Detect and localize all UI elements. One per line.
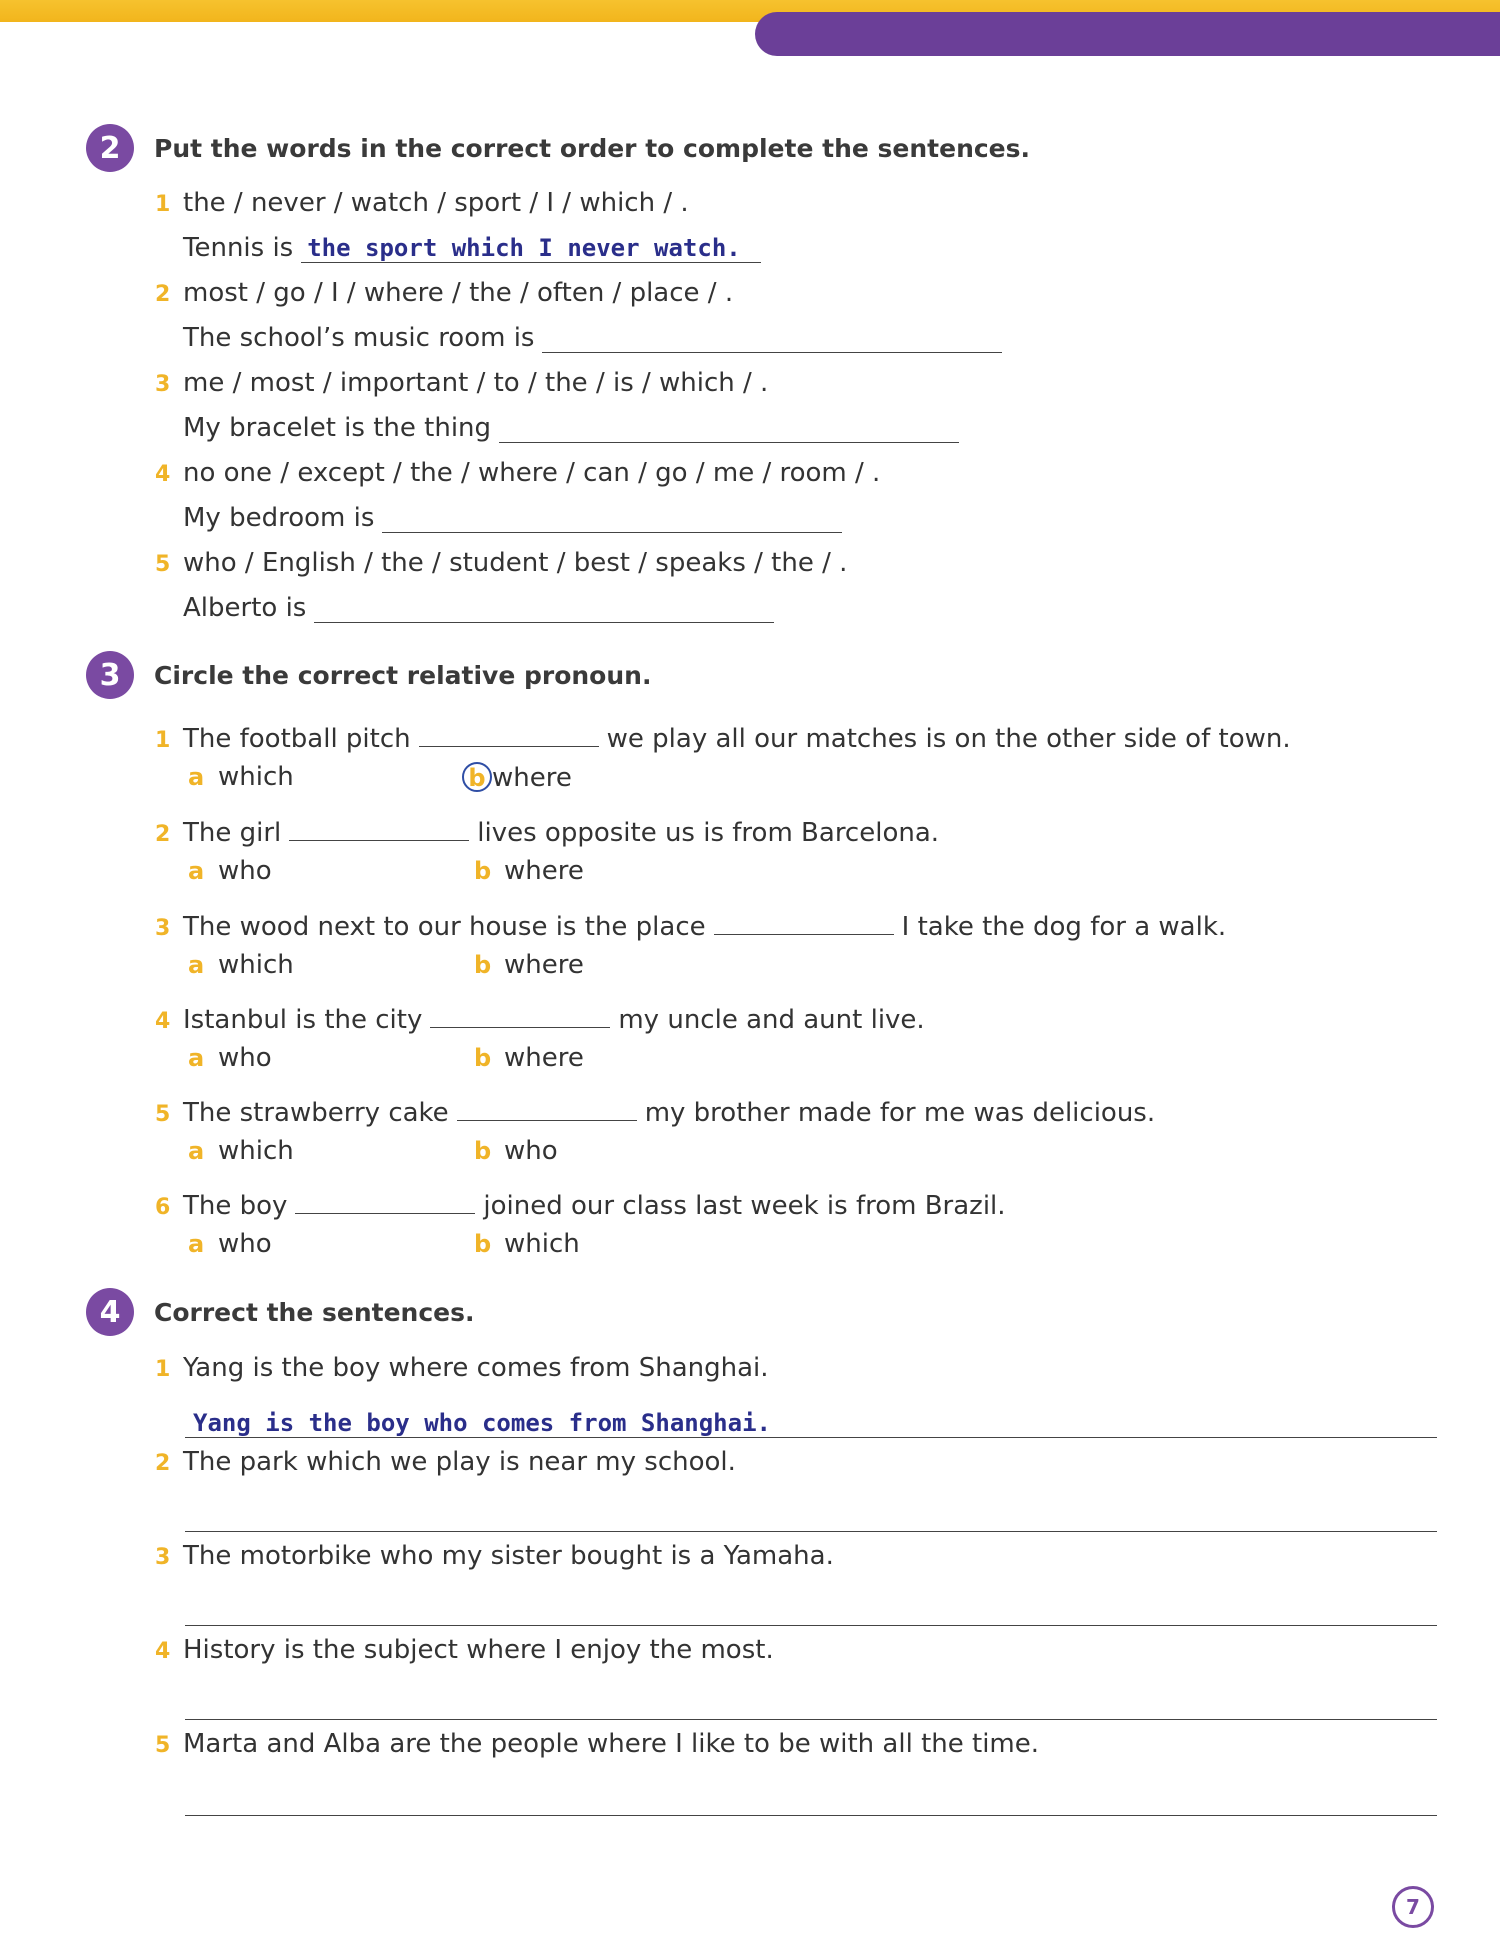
ex4-item-3 — [155, 1541, 834, 1571]
ex4-item-2 — [155, 1447, 736, 1477]
option-letter: b — [474, 1137, 492, 1165]
word-list: the / never / watch / sport / I / which / . — [183, 188, 689, 218]
option-a[interactable] — [188, 950, 294, 980]
answer-line[interactable] — [185, 1783, 1437, 1816]
sentence-start: The school’s music room is — [183, 323, 535, 353]
exercise-title: Correct the sentences. — [154, 1297, 475, 1327]
incorrect-sentence: Yang is the boy where comes from Shanghai. — [183, 1353, 769, 1383]
sentence-start: My bracelet is the thing — [183, 413, 492, 443]
option-letter: b — [474, 951, 492, 979]
answer-line[interactable] — [185, 1687, 1437, 1720]
ex3-item-3 — [155, 904, 1226, 942]
answer-blank[interactable] — [289, 810, 469, 841]
item-number: 4 — [155, 1009, 171, 1034]
answer-line[interactable] — [185, 1593, 1437, 1626]
exercise-number-badge: 2 — [86, 124, 134, 172]
ex2-item-1 — [155, 188, 689, 218]
option-text: where — [504, 950, 584, 980]
ex2-answer-5 — [183, 592, 774, 623]
ex4-item-1 — [155, 1353, 769, 1383]
exercise-3-header — [86, 650, 651, 700]
header-tab — [755, 12, 1500, 56]
item-number: 4 — [155, 1639, 171, 1664]
incorrect-sentence: History is the subject where I enjoy the most. — [183, 1635, 774, 1665]
ex3-item-1 — [155, 716, 1291, 754]
exercise-2-header — [86, 123, 1030, 173]
option-letter: a — [188, 857, 205, 885]
answer-blank[interactable] — [419, 716, 599, 747]
sentence-start: The wood next to our house is the place — [183, 912, 706, 942]
sentence-start: The football pitch — [183, 724, 411, 754]
answer-blank[interactable] — [457, 1090, 637, 1121]
ex2-item-2 — [155, 278, 733, 308]
word-list: most / go / I / where / the / often / place / . — [183, 278, 734, 308]
option-b[interactable] — [474, 1043, 584, 1073]
item-number: 1 — [155, 1357, 171, 1382]
sentence-end: I take the dog for a walk. — [901, 912, 1227, 942]
option-a[interactable] — [188, 1136, 294, 1166]
exercise-4-header — [86, 1287, 475, 1337]
item-number: 2 — [155, 282, 171, 307]
option-text: where — [504, 856, 584, 886]
option-text: which — [218, 762, 294, 792]
ex3-item-4 — [155, 997, 925, 1035]
word-list: no one / except / the / where / can / go / me / room / . — [183, 458, 881, 488]
option-letter: b — [474, 1230, 492, 1258]
item-number: 1 — [155, 192, 171, 217]
ex2-item-5 — [155, 548, 847, 578]
sentence-start: The girl — [183, 818, 282, 848]
answer-circle: b — [462, 762, 492, 792]
option-b[interactable] — [474, 950, 584, 980]
answer-field[interactable] — [314, 592, 774, 623]
item-number: 5 — [155, 552, 171, 577]
ex2-answer-3 — [183, 412, 959, 443]
item-number: 5 — [155, 1102, 171, 1127]
incorrect-sentence: Marta and Alba are the people where I like to be with all the time. — [183, 1729, 1040, 1759]
ex2-item-4 — [155, 458, 880, 488]
option-text: which — [218, 1136, 294, 1166]
option-text: where — [504, 1043, 584, 1073]
ex2-item-3 — [155, 368, 768, 398]
answer-field[interactable] — [301, 232, 761, 263]
item-number: 2 — [155, 1451, 171, 1476]
ex4-item-4 — [155, 1635, 774, 1665]
option-a[interactable] — [188, 1043, 272, 1073]
sentence-start: The boy — [183, 1191, 288, 1221]
page-number: 7 — [1392, 1886, 1434, 1928]
option-text: who — [218, 1229, 272, 1259]
option-text: where — [492, 763, 572, 793]
handwritten-answer: Yang is the boy who comes from Shanghai. — [193, 1409, 771, 1437]
option-b[interactable] — [474, 856, 584, 886]
sentence-end: joined our class last week is from Brazil. — [483, 1191, 1006, 1221]
item-number: 5 — [155, 1733, 171, 1758]
option-text: which — [218, 950, 294, 980]
exercise-title: Circle the correct relative pronoun. — [154, 660, 652, 690]
item-number: 3 — [155, 916, 171, 941]
answer-blank[interactable] — [430, 997, 610, 1028]
sentence-start: My bedroom is — [183, 503, 375, 533]
option-b[interactable] — [474, 1229, 580, 1259]
sentence-start: The strawberry cake — [183, 1098, 449, 1128]
handwritten-answer: the sport which I never watch. — [307, 234, 741, 262]
option-letter: a — [188, 1137, 205, 1165]
answer-field[interactable] — [382, 502, 842, 533]
option-text: who — [218, 856, 272, 886]
ex3-item-5 — [155, 1090, 1155, 1128]
answer-field[interactable] — [542, 322, 1002, 353]
ex2-answer-1 — [183, 232, 761, 263]
sentence-end: we play all our matches is on the other side of town. — [606, 724, 1291, 754]
answer-blank[interactable] — [295, 1183, 475, 1214]
item-number: 4 — [155, 462, 171, 487]
sentence-end: lives opposite us is from Barcelona. — [477, 818, 940, 848]
option-b[interactable] — [468, 762, 572, 793]
option-a[interactable] — [188, 856, 272, 886]
word-list: me / most / important / to / the / is / which / . — [183, 368, 769, 398]
option-letter: b — [474, 857, 492, 885]
option-letter: a — [188, 951, 205, 979]
word-list: who / English / the / student / best / speaks / the / . — [183, 548, 848, 578]
item-number: 3 — [155, 1545, 171, 1570]
incorrect-sentence: The park which we play is near my school. — [183, 1447, 736, 1477]
option-letter: b — [474, 1044, 492, 1072]
item-number: 1 — [155, 728, 171, 753]
sentence-start: Tennis is — [183, 233, 294, 263]
ex2-answer-4 — [183, 502, 842, 533]
option-b[interactable] — [474, 1136, 558, 1166]
answer-blank[interactable] — [714, 904, 894, 935]
option-text: who — [218, 1043, 272, 1073]
option-letter: a — [188, 1044, 205, 1072]
answer-line[interactable] — [185, 1499, 1437, 1532]
exercise-title: Put the words in the correct order to complete the sentences. — [154, 133, 1031, 163]
option-text: which — [504, 1229, 580, 1259]
incorrect-sentence: The motorbike who my sister bought is a Yamaha. — [183, 1541, 834, 1571]
sentence-start: Istanbul is the city — [183, 1005, 423, 1035]
exercise-number-badge: 4 — [86, 1288, 134, 1336]
option-text: who — [504, 1136, 558, 1166]
sentence-end: my uncle and aunt live. — [618, 1005, 925, 1035]
exercise-number-badge: 3 — [86, 651, 134, 699]
ex2-answer-2 — [183, 322, 1002, 353]
answer-line[interactable] — [185, 1405, 1437, 1438]
item-number: 2 — [155, 822, 171, 847]
sentence-end: my brother made for me was delicious. — [644, 1098, 1156, 1128]
option-letter: a — [188, 1230, 205, 1258]
option-letter — [468, 762, 492, 792]
ex4-item-5 — [155, 1729, 1039, 1759]
option-letter: a — [188, 763, 205, 791]
item-number: 3 — [155, 372, 171, 397]
answer-field[interactable] — [499, 412, 959, 443]
item-number: 6 — [155, 1195, 171, 1220]
ex3-item-6 — [155, 1183, 1006, 1221]
option-a[interactable] — [188, 762, 294, 792]
sentence-start: Alberto is — [183, 593, 307, 623]
ex3-item-2 — [155, 810, 939, 848]
option-a[interactable] — [188, 1229, 272, 1259]
